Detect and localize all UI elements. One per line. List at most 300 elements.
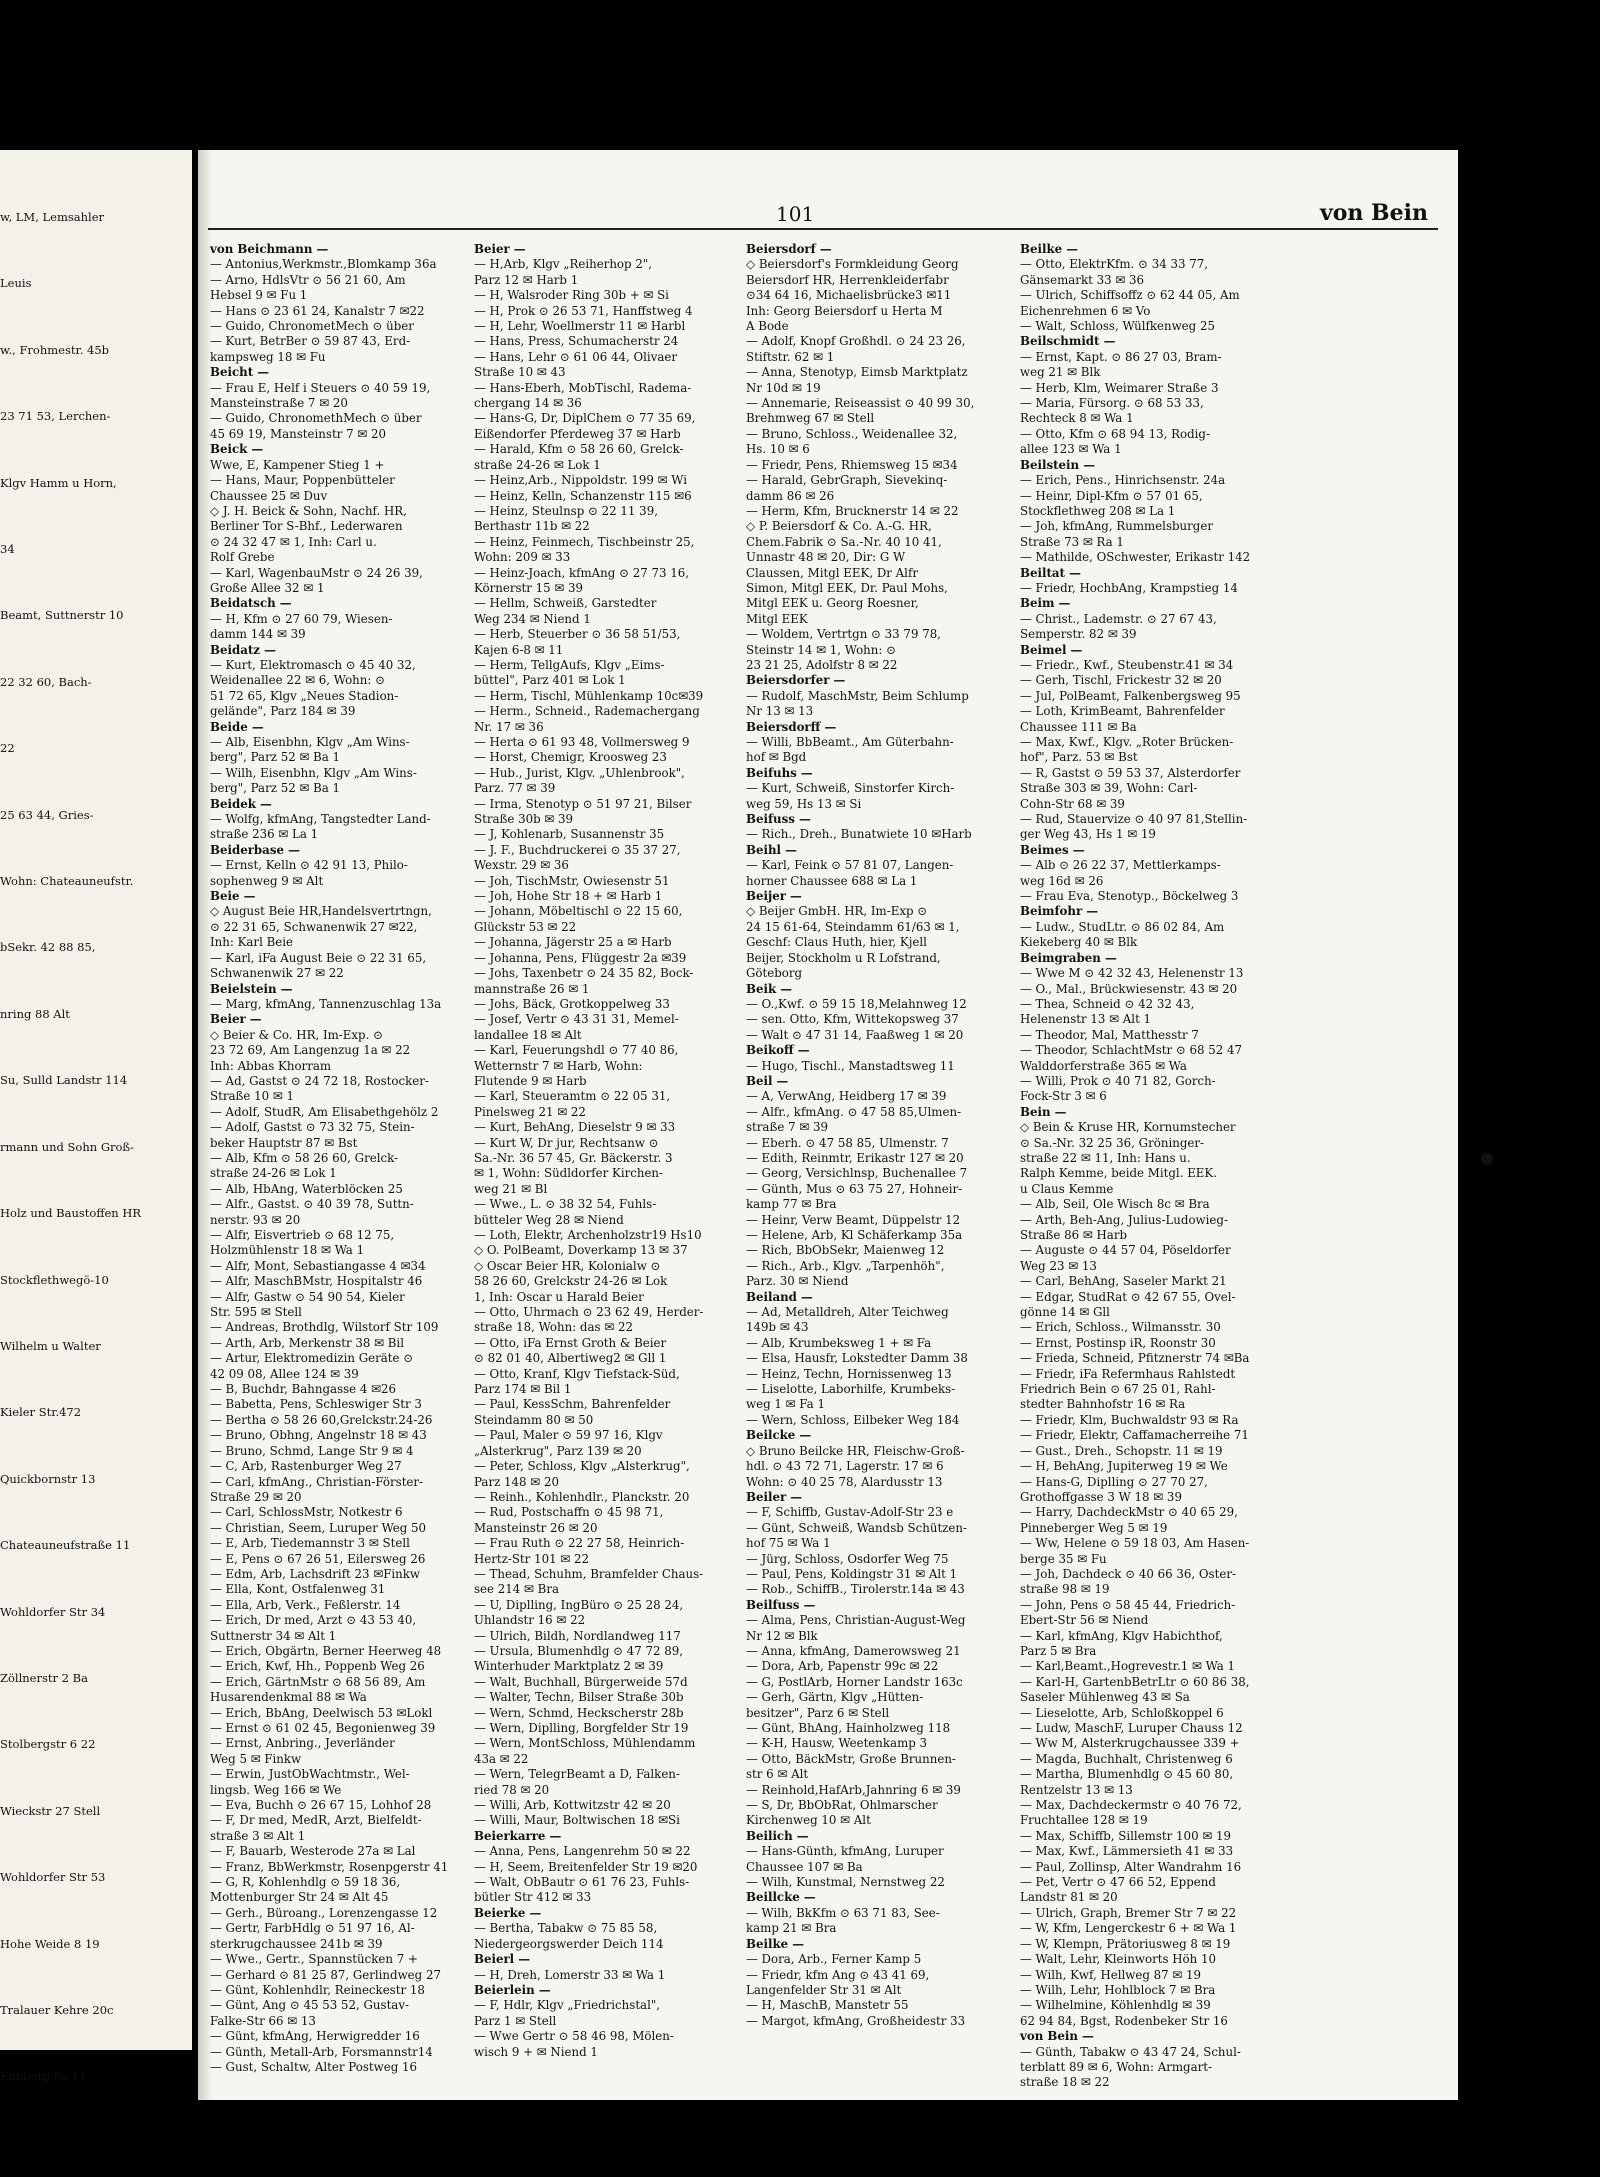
directory-entry-line: — Anna, Stenotyp, Eimsb Marktplatz bbox=[746, 365, 968, 380]
directory-entry-line: 24 15 61-64, Steindamm 61/63 ✉ 1, bbox=[746, 919, 960, 934]
directory-entry-line: — Gertr, FarbHdlg ⊙ 51 97 16, Al- bbox=[210, 1921, 415, 1936]
directory-entry-line: — Friedr, kfm Ang ⊙ 43 41 69, bbox=[746, 1967, 930, 1982]
directory-entry-line: Parz 12 ✉ Harb 1 bbox=[474, 272, 579, 287]
directory-entry-line: — Kurt, Elektromasch ⊙ 45 40 32, bbox=[210, 657, 416, 672]
directory-entry-line: — Erwin, JustObWachtmstr., Wel- bbox=[210, 1767, 410, 1782]
directory-entry-line: u Claus Kemme bbox=[1020, 1181, 1114, 1196]
surname-heading: Beifuss — bbox=[746, 812, 811, 827]
directory-entry-line: Str. 595 ✉ Stell bbox=[210, 1305, 302, 1320]
directory-entry-line: — H, Lehr, Woellmerstr 11 ✉ Harbl bbox=[474, 319, 686, 334]
directory-entry-line: stedter Bahnhofstr 16 ✉ Ra bbox=[1020, 1397, 1186, 1412]
directory-entry-line: — Friedr, Klm, Buchwaldstr 93 ✉ Ra bbox=[1020, 1412, 1239, 1427]
directory-entry-line: weg 59, Hs 13 ✉ Si bbox=[746, 796, 862, 811]
directory-entry-line: Eichenrehmen 6 ✉ Vo bbox=[1020, 303, 1151, 318]
directory-entry-line: — Heinz, Feinmech, Tischbeinstr 25, bbox=[474, 534, 695, 549]
directory-entry-line: — Günth, Mus ⊙ 63 75 27, Hohneir- bbox=[746, 1181, 963, 1196]
directory-entry-line: — Ad, Gastst ⊙ 24 72 18, Rostocker- bbox=[210, 1073, 429, 1088]
directory-entry-line: 51 72 65, Klgv „Neues Stadion- bbox=[210, 688, 399, 703]
directory-entry-line: — Adolf, Gastst ⊙ 73 32 75, Stein- bbox=[210, 1120, 415, 1135]
surname-heading: Beiderbase — bbox=[210, 842, 300, 857]
directory-entry-line: Sa.-Nr. 36 57 45, Gr. Bäckerstr. 3 bbox=[474, 1150, 673, 1165]
surname-heading: Beierl — bbox=[474, 1952, 531, 1967]
left-page-line: 34 bbox=[0, 542, 15, 557]
directory-entry-line: Winterhuder Marktplatz 2 ✉ 39 bbox=[474, 1659, 664, 1674]
directory-entry-line: — Eva, Buchh ⊙ 26 67 15, Lohhof 28 bbox=[210, 1798, 432, 1813]
directory-entry-line: straße 18, Wohn: das ✉ 22 bbox=[474, 1320, 633, 1335]
directory-entry-line: Flutende 9 ✉ Harb bbox=[474, 1073, 587, 1088]
directory-entry-line: — Christian, Seem, Luruper Weg 50 bbox=[210, 1520, 427, 1535]
directory-entry-line: Langenfelder Str 31 ✉ Alt bbox=[746, 1982, 902, 1997]
directory-entry-line: Parz 174 ✉ Bil 1 bbox=[474, 1382, 572, 1397]
surname-heading: Beielstein — bbox=[210, 981, 293, 996]
directory-entry-line: — Dora, Arb, Papenstr 99c ✉ 22 bbox=[746, 1659, 939, 1674]
directory-entry-line: straße 24-26 ✉ Lok 1 bbox=[210, 1166, 337, 1181]
surname-heading: Beimes — bbox=[1020, 842, 1085, 857]
directory-entry-line: Parz. 30 ✉ Niend bbox=[746, 1274, 849, 1289]
directory-entry-line: — Heinz, Steulnsp ⊙ 22 11 39, bbox=[474, 503, 658, 518]
directory-entry-line: — Guido, ChronometMech ⊙ über bbox=[210, 319, 414, 334]
directory-entry-line: — Karl, Feuerungshdl ⊙ 77 40 86, bbox=[474, 1043, 679, 1058]
directory-entry-line: Husarendenkmal 88 ✉ Wa bbox=[210, 1690, 367, 1705]
directory-entry-line: — Edgar, StudRat ⊙ 42 67 55, Ovel- bbox=[1020, 1289, 1236, 1304]
directory-entry-line: — Gust., Dreh., Schopstr. 11 ✉ 19 bbox=[1020, 1443, 1223, 1458]
surname-heading: Beierlein — bbox=[474, 1982, 551, 1997]
directory-entry-line: ⊙ 82 01 40, Albertiweg2 ✉ Gll 1 bbox=[474, 1351, 667, 1366]
directory-entry-line: terblatt 89 ✉ 6, Wohn: Armgart- bbox=[1020, 2059, 1212, 2074]
directory-entry-line: — Herm., Schneid., Rademachergang bbox=[474, 704, 700, 719]
directory-entry-line: — Erich, Schloss., Wilmansstr. 30 bbox=[1020, 1320, 1221, 1335]
directory-entry-line: — Joh, Dachdeck ⊙ 40 66 36, Oster- bbox=[1020, 1566, 1236, 1581]
directory-entry-line: — Magda, Buchhalt, Christenweg 6 bbox=[1020, 1751, 1233, 1766]
left-page-line: 25 63 44, Gries- bbox=[0, 807, 94, 822]
directory-entry-line: — G, R, Kohlenhdlg ⊙ 59 18 36, bbox=[210, 1875, 401, 1890]
directory-entry-line: — Margot, kfmAng, Großheidestr 33 bbox=[746, 2013, 966, 2028]
directory-entry-line: 149b ✉ 43 bbox=[746, 1320, 809, 1335]
directory-entry-line: — Friedr, Elektr, Caffamacherreihe 71 bbox=[1020, 1428, 1249, 1443]
directory-entry-line: Cohn-Str 68 ✉ 39 bbox=[1020, 796, 1125, 811]
directory-entry-line: — Rob., SchiffB., Tirolerstr.14a ✉ 43 bbox=[746, 1582, 965, 1597]
directory-entry-line: Beiersdorf HR, Herrenkleiderfabr bbox=[746, 272, 949, 287]
directory-entry-line: — Ulrich, Graph, Bremer Str 7 ✉ 22 bbox=[1020, 1905, 1237, 1920]
directory-entry-line: — H, Walsroder Ring 30b + ✉ Si bbox=[474, 288, 669, 303]
surname-heading: Beierkarre — bbox=[474, 1828, 562, 1843]
directory-entry-line: Berliner Tor S-Bhf., Lederwaren bbox=[210, 519, 403, 534]
directory-entry-line: Parz 5 ✉ Bra bbox=[1020, 1643, 1097, 1658]
directory-entry-line: — Gerh., Büroang., Lorenzengasse 12 bbox=[210, 1905, 438, 1920]
directory-entry-line: — Thea, Schneid ⊙ 42 32 43, bbox=[1020, 996, 1195, 1011]
directory-entry-line: Wwe, E, Kampener Stieg 1 + bbox=[210, 457, 385, 472]
directory-entry-line: — Wilh, Eisenbhn, Klgv „Am Wins- bbox=[210, 765, 417, 780]
left-page-line: Hohe Weide 8 19 bbox=[0, 1936, 100, 1951]
directory-entry-line: — Anna, Pens, Langenrehm 50 ✉ 22 bbox=[474, 1844, 691, 1859]
directory-entry-line: Nr 13 ✉ 13 bbox=[746, 704, 814, 719]
running-header: von Bein bbox=[1319, 200, 1428, 226]
directory-entry-line: ◇ Beijer GmbH. HR, Im-Exp ⊙ bbox=[746, 904, 928, 919]
directory-entry-line: straße 3 ✉ Alt 1 bbox=[210, 1828, 306, 1843]
surname-heading: Beicht — bbox=[210, 365, 270, 380]
directory-entry-line: ger Weg 43, Hs 1 ✉ 19 bbox=[1020, 827, 1156, 842]
directory-entry-line: — Kurt, BehAng, Dieselstr 9 ✉ 33 bbox=[474, 1120, 676, 1135]
directory-entry-line: — Reinh., Kohlenhdlr., Planckstr. 20 bbox=[474, 1489, 690, 1504]
directory-entry-line: bütler Str 412 ✉ 33 bbox=[474, 1890, 592, 1905]
directory-entry-line: Straße 303 ✉ 39, Wohn: Carl- bbox=[1020, 781, 1198, 796]
directory-entry-line: weg 1 ✉ Fa 1 bbox=[746, 1397, 825, 1412]
surname-heading: Beil — bbox=[746, 1073, 789, 1088]
directory-entry-line: weg 21 ✉ Bl bbox=[474, 1181, 548, 1196]
directory-entry-line: — Erich, GärtnMstr ⊙ 68 56 89, Am bbox=[210, 1674, 426, 1689]
directory-entry-line: — Johs, Taxenbetr ⊙ 24 35 82, Bock- bbox=[474, 966, 694, 981]
directory-entry-line: straße 24-26 ✉ Lok 1 bbox=[474, 457, 601, 472]
directory-entry-line: — Alma, Pens, Christian-August-Weg bbox=[746, 1613, 966, 1628]
directory-entry-line: Mansteinstraße 7 ✉ 20 bbox=[210, 396, 348, 411]
directory-entry-line: Stiftstr. 62 ✉ 1 bbox=[746, 349, 835, 364]
directory-entry-line: — Wern, Schloss, Eilbeker Weg 184 bbox=[746, 1412, 960, 1427]
directory-entry-line: büttel", Parz 401 ✉ Lok 1 bbox=[474, 673, 626, 688]
directory-entry-line: Körnerstr 15 ✉ 39 bbox=[474, 580, 584, 595]
directory-entry-line: — Edith, Reinmtr, Erikastr 127 ✉ 20 bbox=[746, 1150, 964, 1165]
directory-entry-line: — Erich, Dr med, Arzt ⊙ 43 53 40, bbox=[210, 1613, 417, 1628]
directory-entry-line: ⊙ Sa.-Nr. 32 25 36, Gröninger- bbox=[1020, 1135, 1204, 1150]
surname-heading: Bein — bbox=[1020, 1104, 1067, 1119]
directory-entry-line: — John, Pens ⊙ 58 45 44, Friedrich- bbox=[1020, 1597, 1236, 1612]
directory-entry-line: — Willi, Arb, Kottwitzstr 42 ✉ 20 bbox=[474, 1798, 671, 1813]
directory-entry-line: Uhlandstr 16 ✉ 22 bbox=[474, 1613, 586, 1628]
surname-heading: Beilschmidt — bbox=[1020, 334, 1116, 349]
directory-entry-line: Weg 234 ✉ Niend 1 bbox=[474, 611, 591, 626]
directory-entry-line: Kirchenweg 10 ✉ Alt bbox=[746, 1813, 871, 1828]
directory-entry-line: Niedergeorgswerder Deich 114 bbox=[474, 1936, 664, 1951]
directory-entry-line: Gänsemarkt 33 ✉ 36 bbox=[1020, 272, 1144, 287]
directory-entry-line: — Erich, BbAng, Deelwisch 53 ✉Lokl bbox=[210, 1705, 433, 1720]
directory-entry-line: Parz. 77 ✉ 39 bbox=[474, 781, 556, 796]
directory-entry-line: — Erich, Pens., Hinrichsenstr. 24a bbox=[1020, 473, 1226, 488]
directory-column-1 bbox=[210, 242, 468, 2075]
directory-entry-line: Weidenallee 22 ✉ 6, Wohn: ⊙ bbox=[210, 673, 385, 688]
directory-entry-line: — Otto, BäckMstr, Große Brunnen- bbox=[746, 1751, 956, 1766]
directory-entry-line: — Walt, Schloss, Wülfkenweg 25 bbox=[1020, 319, 1215, 334]
surname-heading: Beimel — bbox=[1020, 642, 1083, 657]
directory-entry-line: — Hans, Press, Schumacherstr 24 bbox=[474, 334, 679, 349]
directory-entry-line: Schwanenwik 27 ✉ 22 bbox=[210, 966, 344, 981]
directory-entry-line: — Wilh, Lehr, Hohlblock 7 ✉ Bra bbox=[1020, 1982, 1216, 1997]
directory-entry-line: — Auguste ⊙ 44 57 04, Pöseldorfer bbox=[1020, 1243, 1231, 1258]
directory-entry-line: — Günt, Schweiß, Wandsb Schützen- bbox=[746, 1520, 967, 1535]
directory-entry-line: gelände", Parz 184 ✉ 39 bbox=[210, 704, 356, 719]
left-page-line: w., Frohmestr. 45b bbox=[0, 342, 110, 357]
directory-entry-line: — Alfr, Mont, Sebastiangasse 4 ✉34 bbox=[210, 1258, 426, 1273]
directory-entry-line: Suttnerstr 34 ✉ Alt 1 bbox=[210, 1628, 337, 1643]
directory-entry-line: — Paul, Maler ⊙ 59 97 16, Klgv bbox=[474, 1428, 663, 1443]
left-page-fragment bbox=[0, 150, 192, 2084]
directory-entry-line: damm 144 ✉ 39 bbox=[210, 627, 306, 642]
directory-entry-line: — H, Seem, Breitenfelder Str 19 ✉20 bbox=[474, 1859, 698, 1874]
directory-entry-line: Landstr 81 ✉ 20 bbox=[1020, 1890, 1118, 1905]
directory-entry-line: Rolf Grebe bbox=[210, 550, 275, 565]
directory-entry-line: — Ernst, Postinsp iR, Roonstr 30 bbox=[1020, 1335, 1216, 1350]
directory-entry-line: damm 86 ✉ 26 bbox=[746, 488, 835, 503]
directory-entry-line: Mitgl EEK bbox=[746, 611, 808, 626]
surname-heading: Beilke — bbox=[746, 1936, 805, 1951]
directory-entry-line: — J. F., Buchdruckerei ⊙ 35 37 27, bbox=[474, 842, 681, 857]
directory-entry-line: — Rud, Stauervize ⊙ 40 97 81,Stellin- bbox=[1020, 812, 1248, 827]
left-page-line: 22 bbox=[0, 741, 15, 756]
directory-entry-line: — Hans, Lehr ⊙ 61 06 44, Olivaer bbox=[474, 349, 678, 364]
directory-entry-line: — Kurt W, Dr jur, Rechtsanw ⊙ bbox=[474, 1135, 659, 1150]
directory-entry-line: — Joh, kfmAng, Rummelsburger bbox=[1020, 519, 1213, 534]
directory-entry-line: Straße 73 ✉ Ra 1 bbox=[1020, 534, 1124, 549]
directory-entry-line: Helenenstr 13 ✉ Alt 1 bbox=[1020, 1012, 1152, 1027]
directory-entry-line: landallee 18 ✉ Alt bbox=[474, 1027, 582, 1042]
left-page-line: Holz und Baustoffen HR bbox=[0, 1206, 142, 1221]
left-page-line: rmann und Sohn Groß- bbox=[0, 1139, 135, 1154]
directory-entry-line: Rentzelstr 13 ✉ 13 bbox=[1020, 1782, 1133, 1797]
directory-entry-line: — Wwe M ⊙ 42 32 43, Helenenstr 13 bbox=[1020, 966, 1244, 981]
directory-entry-line: — Alb, Krumbeksweg 1 + ✉ Fa bbox=[746, 1335, 932, 1350]
directory-entry-line: — Gerh, Tischl, Frickestr 32 ✉ 20 bbox=[1020, 673, 1222, 688]
directory-entry-line: — Herta ⊙ 61 93 48, Vollmersweg 9 bbox=[474, 735, 690, 749]
left-page-line: Zöllnerstr 2 Ba bbox=[0, 1670, 88, 1685]
directory-entry-line: — Peter, Schloss, Klgv „Alsterkrug", bbox=[474, 1459, 690, 1474]
page-number: 101 bbox=[776, 202, 815, 226]
directory-entry-line: — H,Arb, Klgv „Reiherhop 2", bbox=[474, 257, 652, 272]
directory-entry-line: — Adolf, Knopf Großhdl. ⊙ 24 23 26, bbox=[746, 334, 966, 349]
surname-heading: Beijer — bbox=[746, 889, 802, 904]
directory-entry-line: — Friedr, HochbAng, Krampstieg 14 bbox=[1020, 580, 1238, 595]
directory-entry-line: — Carl, kfmAng., Christian-Förster- bbox=[210, 1474, 424, 1489]
directory-entry-line: — W, Kfm, Lengerckestr 6 + ✉ Wa 1 bbox=[1020, 1921, 1237, 1936]
directory-entry-line: lingsb. Weg 166 ✉ We bbox=[210, 1782, 342, 1797]
directory-entry-line: — Christ., Lademstr. ⊙ 27 67 43, bbox=[1020, 611, 1217, 626]
left-page-line: Su, Sulld Landstr 114 bbox=[0, 1073, 128, 1088]
directory-entry-line: — U, Diplling, IngBüro ⊙ 25 28 24, bbox=[474, 1597, 684, 1612]
directory-entry-line: — Alb, Eisenbhn, Klgv „Am Wins- bbox=[210, 735, 410, 749]
directory-entry-line: — Heinz,Arb., Nippoldstr. 199 ✉ Wi bbox=[474, 473, 687, 488]
directory-entry-line: — Alfr., Gastst. ⊙ 40 39 78, Suttn- bbox=[210, 1197, 414, 1212]
directory-entry-line: — Max, Schiffb, Sillemstr 100 ✉ 19 bbox=[1020, 1828, 1231, 1843]
directory-entry-line: — Günth, Tabakw ⊙ 43 47 24, Schul- bbox=[1020, 2044, 1241, 2059]
directory-entry-line: — Annemarie, Reiseassist ⊙ 40 99 30, bbox=[746, 396, 975, 411]
directory-entry-line: Pinneberger Weg 5 ✉ 19 bbox=[1020, 1520, 1168, 1535]
directory-entry-line: — Elsa, Hausfr, Lokstedter Damm 38 bbox=[746, 1351, 968, 1366]
directory-entry-line: straße 236 ✉ La 1 bbox=[210, 827, 319, 842]
directory-entry-line: — Alb, Seil, Ole Wisch 8c ✉ Bra bbox=[1020, 1197, 1210, 1212]
directory-entry-line: — Hans, Maur, Poppenbütteler bbox=[210, 473, 395, 488]
directory-entry-line: — Gust, Schaltw, Alter Postweg 16 bbox=[210, 2059, 418, 2074]
directory-entry-line: — R, Gastst ⊙ 59 53 37, Alsterdorfer bbox=[1020, 765, 1241, 780]
directory-entry-line: — Wwe Gertr ⊙ 58 46 98, Mölen- bbox=[474, 2029, 674, 2044]
directory-entry-line: ◇ Oscar Beier HR, Kolonialw ⊙ bbox=[474, 1258, 661, 1273]
directory-entry-line: Simon, Mitgl EEK, Dr. Paul Mohs, bbox=[746, 580, 948, 595]
directory-entry-line: — Wilh, Kunstmal, Nernstweg 22 bbox=[746, 1875, 945, 1890]
directory-entry-line: — Bruno, Schmd, Lange Str 9 ✉ 4 bbox=[210, 1443, 414, 1458]
directory-entry-line: Straße 10 ✉ 1 bbox=[210, 1089, 295, 1104]
directory-entry-line: — Heinz, Kelln, Schanzenstr 115 ✉6 bbox=[474, 488, 692, 503]
directory-entry-line: — Rich., Arb., Klgv. „Tarpenhöh", bbox=[746, 1258, 945, 1273]
left-page-line: Klgv Hamm u Horn, bbox=[0, 475, 117, 490]
directory-entry-line: sterkrugchaussee 241b ✉ 39 bbox=[210, 1936, 383, 1951]
surname-heading: Beihl — bbox=[746, 842, 797, 857]
directory-entry-line: Wexstr. 29 ✉ 36 bbox=[474, 858, 569, 873]
directory-entry-line: — Johann, Möbeltischl ⊙ 22 15 60, bbox=[474, 904, 683, 919]
directory-entry-line: — Max, Kwf., Lämmersieth 41 ✉ 33 bbox=[1020, 1844, 1234, 1859]
directory-entry-line: — Joh, TischMstr, Owiesenstr 51 bbox=[474, 873, 670, 888]
directory-entry-line: — Carl, SchlossMstr, Notkestr 6 bbox=[210, 1505, 403, 1520]
directory-entry-line: — Carl, BehAng, Saseler Markt 21 bbox=[1020, 1274, 1227, 1289]
directory-entry-line: besitzer", Parz 6 ✉ Stell bbox=[746, 1705, 890, 1720]
directory-entry-line: straße 7 ✉ 39 bbox=[746, 1120, 828, 1135]
directory-entry-line: — Edm, Arb, Lachsdrift 23 ✉Finkw bbox=[210, 1566, 420, 1581]
surname-heading: Beiersdorfer — bbox=[746, 673, 846, 688]
directory-entry-line: — Bruno, Schloss., Weidenallee 32, bbox=[746, 426, 958, 441]
surname-heading: Beidatz — bbox=[210, 642, 276, 657]
directory-entry-line: 23 21 25, Adolfstr 8 ✉ 22 bbox=[746, 657, 898, 672]
directory-entry-line: Berthastr 11b ✉ 22 bbox=[474, 519, 590, 534]
directory-entry-line: ⊙ 24 32 47 ✉ 1, Inh: Carl u. bbox=[210, 534, 377, 549]
directory-entry-line: Stockflethweg 208 ✉ La 1 bbox=[1020, 503, 1176, 518]
surname-heading: Beiersdorff — bbox=[746, 719, 837, 734]
directory-entry-line: chergang 14 ✉ 36 bbox=[474, 396, 582, 411]
left-page-line: Tralauer Kehre 20c bbox=[0, 2002, 114, 2017]
directory-entry-line: — Bertha, Tabakw ⊙ 75 85 58, bbox=[474, 1921, 658, 1936]
directory-entry-line: — Alb, HbAng, Waterblöcken 25 bbox=[210, 1181, 403, 1196]
directory-entry-line: bütteler Weg 28 ✉ Niend bbox=[474, 1212, 624, 1227]
directory-entry-line: — Woldem, Vertrtgn ⊙ 33 79 78, bbox=[746, 627, 941, 642]
directory-entry-line: Brehmweg 67 ✉ Stell bbox=[746, 411, 875, 426]
directory-entry-line: — K-H, Hausw, Weetenkamp 3 bbox=[746, 1736, 928, 1751]
directory-entry-line: — Lieselotte, Arb, Schloßkoppel 6 bbox=[1020, 1705, 1224, 1720]
directory-column-2 bbox=[474, 242, 736, 2060]
directory-entry-line: Große Allee 32 ✉ 1 bbox=[210, 580, 325, 595]
directory-entry-line: — H, Prok ⊙ 26 53 71, Hanffstweg 4 bbox=[474, 303, 693, 318]
directory-entry-line: — Hans-G, Dr, DiplChem ⊙ 77 35 69, bbox=[474, 411, 696, 426]
directory-entry-line: — sen. Otto, Kfm, Wittekopsweg 37 bbox=[746, 1012, 959, 1027]
directory-entry-line: — Thead, Schuhm, Bramfelder Chaus- bbox=[474, 1566, 704, 1581]
directory-entry-line: — Walt, Lehr, Kleinworts Höh 10 bbox=[1020, 1952, 1217, 1967]
left-page-line: nring 88 Alt bbox=[0, 1006, 70, 1021]
directory-entry-line: — Anna, kfmAng, Damerowsweg 21 bbox=[746, 1643, 961, 1658]
directory-column-4 bbox=[1020, 242, 1276, 2091]
directory-entry-line: Falke-Str 66 ✉ 13 bbox=[210, 2013, 316, 2028]
directory-entry-line: — Irma, Stenotyp ⊙ 51 97 21, Bilser bbox=[474, 796, 692, 811]
directory-entry-line: — Bertha ⊙ 58 26 60,Grelckstr.24-26 bbox=[210, 1412, 433, 1427]
directory-entry-line: — Ella, Arb, Verk., Feßlerstr. 14 bbox=[210, 1597, 401, 1612]
left-page-line: Beamt, Suttnerstr 10 bbox=[0, 608, 124, 623]
directory-entry-line: — Jürg, Schloss, Osdorfer Weg 75 bbox=[746, 1551, 949, 1566]
directory-entry-line: — H, Dreh, Lomerstr 33 ✉ Wa 1 bbox=[474, 1967, 666, 1982]
directory-entry-line: Mottenburger Str 24 ✉ Alt 45 bbox=[210, 1890, 389, 1905]
directory-entry-line: Weg 23 ✉ 13 bbox=[1020, 1258, 1097, 1273]
directory-entry-line: — Ludw, MaschF, Luruper Chauss 12 bbox=[1020, 1721, 1243, 1735]
directory-entry-line: horner Chaussee 688 ✉ La 1 bbox=[746, 873, 918, 888]
surname-heading: Beiland — bbox=[746, 1289, 813, 1304]
directory-entry-line: — Günt, kfmAng, Herwigredder 16 bbox=[210, 2029, 420, 2044]
directory-entry-line: Inh: Karl Beie bbox=[210, 935, 293, 950]
left-page-line: Chateauneufstraße 11 bbox=[0, 1538, 131, 1553]
directory-entry-line: — Max, Dachdeckermstr ⊙ 40 76 72, bbox=[1020, 1798, 1242, 1813]
directory-entry-line: — Helene, Arb, Kl Schäferkamp 35a bbox=[746, 1228, 963, 1242]
directory-entry-line: — Rich, BbObSekr, Maienweg 12 bbox=[746, 1243, 945, 1258]
directory-entry-line: — Loth, Elektr, Archenholzstr19 Hs10 bbox=[474, 1228, 702, 1242]
directory-entry-line: — Heinr, Verw Beamt, Düppelstr 12 bbox=[746, 1212, 961, 1227]
directory-column-3 bbox=[746, 242, 1008, 2029]
directory-entry-line: — Ww M, Alsterkrugchaussee 339 + bbox=[1020, 1736, 1240, 1751]
directory-entry-line: — Wilh, Kwf, Hellweg 87 ✉ 19 bbox=[1020, 1967, 1202, 1982]
directory-entry-line: — Willi, Prok ⊙ 40 71 82, Gorch- bbox=[1020, 1073, 1216, 1088]
directory-entry-line: Unnastr 48 ✉ 20, Dir: G W bbox=[746, 550, 906, 565]
surname-heading: Beierke — bbox=[474, 1905, 542, 1920]
surname-heading: von Bein — bbox=[1020, 2029, 1094, 2044]
directory-entry-line: — Willi, Maur, Boltwischen 18 ✉Si bbox=[474, 1813, 680, 1828]
ink-blot bbox=[1481, 1153, 1493, 1165]
directory-entry-line: — E, Pens ⊙ 67 26 51, Eilersweg 26 bbox=[210, 1551, 426, 1566]
directory-entry-line: — Mathilde, OSchwester, Erikastr 142 bbox=[1020, 550, 1251, 565]
directory-entry-line: — Ad, Metalldreh, Alter Teichweg bbox=[746, 1305, 949, 1320]
directory-entry-line: — Otto, iFa Ernst Groth & Beier bbox=[474, 1335, 667, 1350]
directory-entry-line: Straße 10 ✉ 43 bbox=[474, 365, 566, 380]
directory-entry-line: sophenweg 9 ✉ Alt bbox=[210, 873, 324, 888]
left-page-line: Wieckstr 27 Stell bbox=[0, 1803, 101, 1818]
directory-entry-line: — Alb, Kfm ⊙ 58 26 60, Grelck- bbox=[210, 1150, 399, 1165]
surname-heading: Beiersdorf — bbox=[746, 242, 832, 256]
directory-entry-line: Steindamm 80 ✉ 50 bbox=[474, 1412, 594, 1427]
left-page-line: 22 32 60, Bach- bbox=[0, 674, 92, 689]
directory-entry-line: — G, PostlArb, Horner Landstr 163c bbox=[746, 1674, 963, 1689]
directory-entry-line: Claussen, Mitgl EEK, Dr Alfr bbox=[746, 565, 918, 580]
directory-entry-line: — Reinhold,HafArb,Jahnring 6 ✉ 39 bbox=[746, 1782, 961, 1797]
directory-entry-line: berge 35 ✉ Fu bbox=[1020, 1551, 1107, 1566]
directory-entry-line: Pinelsweg 21 ✉ 22 bbox=[474, 1104, 586, 1119]
directory-entry-line: — Karl, Feink ⊙ 57 81 07, Langen- bbox=[746, 858, 954, 873]
directory-entry-line: Nr 10d ✉ 19 bbox=[746, 380, 821, 395]
directory-entry-line: ⊙34 64 16, Michaelisbrücke3 ✉11 bbox=[746, 288, 952, 303]
directory-entry-line: — Max, Kwf., Klgv. „Roter Brücken- bbox=[1020, 735, 1234, 749]
directory-entry-line: — Wwe., L. ⊙ 38 32 54, Fuhls- bbox=[474, 1197, 657, 1212]
directory-entry-line: beker Hauptstr 87 ✉ Bst bbox=[210, 1135, 358, 1150]
directory-entry-line: ◇ Beier & Co. HR, Im-Exp. ⊙ bbox=[210, 1027, 383, 1042]
directory-entry-line: ⊙ 22 31 65, Schwanenwik 27 ✉22, bbox=[210, 919, 418, 934]
directory-entry-line: — Herm, TellgAufs, Klgv „Eims- bbox=[474, 657, 665, 672]
directory-entry-line: — Ella, Kont, Ostfalenweg 31 bbox=[210, 1582, 386, 1597]
directory-entry-line: — Harald, GebrGraph, Sievekinq- bbox=[746, 473, 948, 488]
directory-entry-line: — Alfr, Gastw ⊙ 54 90 54, Kieler bbox=[210, 1289, 405, 1304]
directory-entry-line: — Alfr, MaschBMstr, Hospitalstr 46 bbox=[210, 1274, 423, 1289]
directory-entry-line: 45 69 19, Mansteinstr 7 ✉ 20 bbox=[210, 426, 386, 441]
directory-entry-line: hof ✉ Bgd bbox=[746, 750, 807, 765]
directory-entry-line: Parz 148 ✉ 20 bbox=[474, 1474, 559, 1489]
directory-entry-line: — Maria, Fürsorg. ⊙ 68 53 33, bbox=[1020, 396, 1204, 411]
left-page-line: Wohldorfer Str 53 bbox=[0, 1870, 106, 1885]
directory-entry-line: — Hans-Günth, kfmAng, Luruper bbox=[746, 1844, 944, 1859]
directory-entry-line: — Kurt, Schweiß, Sinstorfer Kirch- bbox=[746, 781, 955, 796]
directory-entry-line: see 214 ✉ Bra bbox=[474, 1582, 560, 1597]
directory-entry-line: kampsweg 18 ✉ Fu bbox=[210, 349, 326, 364]
directory-entry-line: — Loth, KrimBeamt, Bahrenfelder bbox=[1020, 704, 1225, 719]
directory-entry-line: — Johanna, Jägerstr 25 a ✉ Harb bbox=[474, 935, 672, 950]
directory-entry-line: Kiekeberg 40 ✉ Blk bbox=[1020, 935, 1138, 950]
left-page-line: Leuis bbox=[0, 276, 32, 291]
directory-entry-line: — Theodor, SchlachtMstr ⊙ 68 52 47 bbox=[1020, 1043, 1243, 1058]
directory-entry-line: — Karl, WagenbauMstr ⊙ 24 26 39, bbox=[210, 565, 423, 580]
directory-entry-line: — Rud, Postschaffn ⊙ 45 98 71, bbox=[474, 1505, 664, 1520]
directory-entry-line: Ebert-Str 56 ✉ Niend bbox=[1020, 1613, 1149, 1628]
directory-entry-line: — Wilh, BkKfm ⊙ 63 71 83, See- bbox=[746, 1905, 940, 1920]
directory-entry-line: — Günt, BhAng, Hainholzweg 118 bbox=[746, 1721, 951, 1735]
directory-entry-line: — Andreas, Brothdlg, Wilstorf Str 109 bbox=[210, 1320, 439, 1335]
surname-heading: Beilfuss — bbox=[746, 1597, 816, 1612]
left-page-column bbox=[0, 210, 190, 2136]
surname-heading: Beiler — bbox=[746, 1489, 803, 1504]
surname-heading: von Beichmann — bbox=[210, 242, 329, 256]
